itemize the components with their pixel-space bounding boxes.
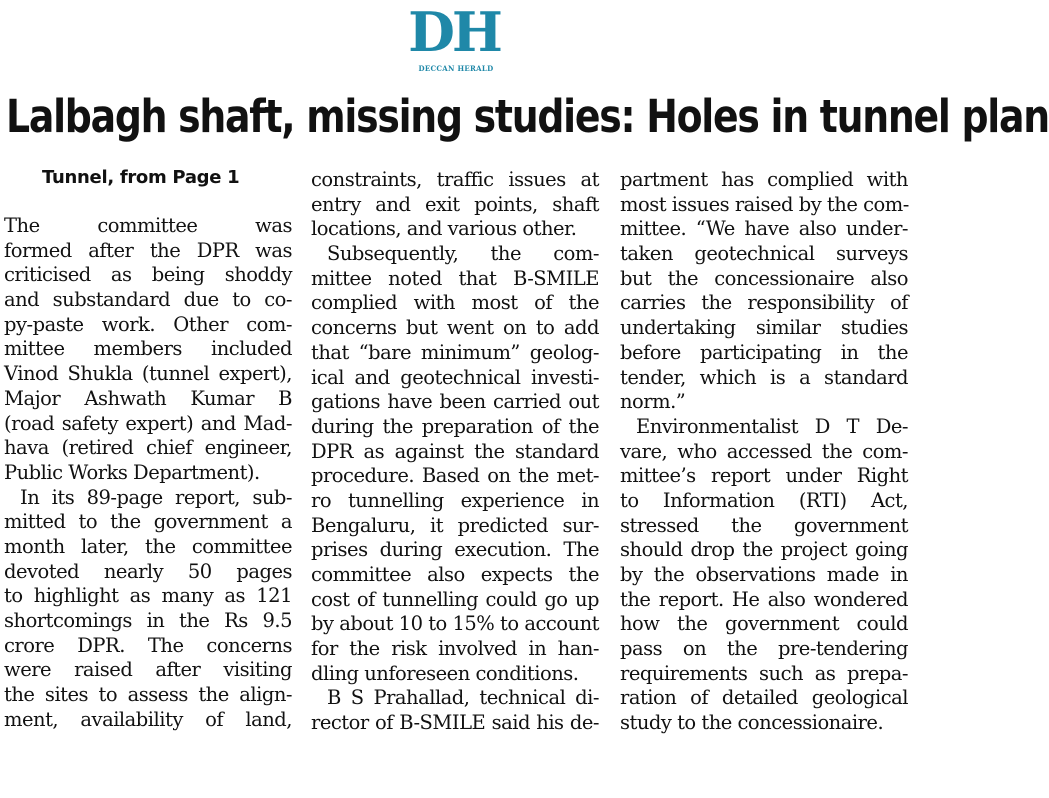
text-line: dling unforeseen conditions. (311, 661, 579, 685)
text-line: criticised as being shoddy (4, 263, 292, 287)
text-line: mittee members included (4, 337, 292, 361)
text-line: Public Works Department). (4, 460, 260, 484)
text-line: were raised after visiting (4, 658, 292, 682)
text-line: tender, which is a standard (620, 365, 908, 389)
text-line: the report. He also wondered (620, 587, 908, 611)
text-line: that “bare minimum” geolog- (311, 340, 599, 364)
text-line: to highlight as many as 121 (4, 584, 292, 608)
article-column-3 (620, 168, 908, 736)
text-line: crore DPR. The concerns (4, 633, 292, 657)
text-line: mittee’s report under Right (620, 464, 908, 488)
text-line: pass on the pre-tendering (620, 637, 908, 661)
text-line: Major Ashwath Kumar B (4, 386, 292, 410)
text-line: concerns but went on to add (311, 316, 599, 340)
text-line: ro tunnelling experience in (311, 488, 599, 512)
text-line: ical and geotechnical investi- (311, 365, 599, 389)
text-line: Subsequently, the com- (327, 242, 599, 266)
text-line: requirements such as prepa- (620, 661, 908, 685)
text-line: Bengaluru, it predicted sur- (311, 513, 599, 537)
text-line: formed after the DPR was (4, 238, 292, 262)
text-line: to Information (RTI) Act, (620, 488, 908, 512)
text-line: for the risk involved in han- (311, 637, 599, 661)
article-column-2 (311, 168, 599, 736)
text-line: month later, the committee (4, 534, 292, 558)
text-line: by the observations made in (620, 563, 908, 586)
text-line: hava (retired chief engineer, (4, 436, 292, 460)
text-line: vare, who accessed the com- (620, 439, 908, 463)
text-line: rector of B-SMILE said his de- (311, 711, 599, 735)
text-line: DPR as against the standard (311, 439, 599, 463)
text-line: by about 10 to 15% to account (311, 612, 599, 636)
text-line: (road safety expert) and Mad- (4, 411, 292, 435)
text-line: but the concessionaire also (620, 266, 908, 290)
jump-label: Tunnel, from Page 1 (42, 167, 240, 188)
text-line: constraints, traffic issues at (311, 168, 599, 191)
text-line: The committee was (4, 214, 292, 237)
text-line: study to the concessionaire. (620, 711, 884, 735)
text-line: devoted nearly 50 pages (4, 559, 292, 583)
text-line: procedure. Based on the met- (311, 464, 599, 488)
text-line: cost of tunnelling could go up (311, 587, 599, 611)
article-column-1 (4, 166, 292, 732)
dh-logo: DH (408, 0, 500, 64)
text-line: Vinod Shukla (tunnel expert), (4, 362, 292, 386)
text-line: most issues raised by the com- (620, 192, 909, 216)
text-line: gations have been carried out (311, 390, 599, 414)
article-headline: Lalbagh shaft, missing studies: Holes in tunnel plan (6, 90, 1049, 143)
masthead (0, 0, 912, 80)
text-line: B S Prahallad, technical di- (327, 686, 599, 710)
text-line: entry and exit points, shaft (311, 192, 599, 216)
deccan-herald-wordmark: DECCAN HERALD (418, 64, 494, 73)
text-line: before participating in the (620, 340, 908, 364)
text-line: shortcomings in the Rs 9.5 (4, 609, 292, 632)
text-line: committee also expects the (311, 563, 599, 586)
text-line: locations, and various other. (311, 217, 577, 241)
text-line: carries the responsibility of (620, 291, 908, 315)
text-line: taken geotechnical surveys (620, 242, 908, 266)
text-line: stressed the government (620, 513, 908, 537)
text-line: mittee noted that B-SMILE (311, 266, 599, 290)
text-line: undertaking similar studies (620, 316, 908, 340)
text-line: partment has complied with (620, 168, 908, 191)
text-line: py-paste work. Other com- (4, 312, 292, 336)
text-line: In its 89-page report, sub- (20, 485, 292, 509)
text-line: mittee. “We have also under- (620, 217, 908, 241)
text-line: how the government could (620, 612, 908, 636)
text-line: should drop the project going (620, 538, 908, 562)
text-line: prises during execution. The (311, 538, 599, 562)
text-line: norm.” (620, 390, 686, 414)
text-line: ment, availability of land, (4, 707, 292, 731)
text-line: during the preparation of the (311, 414, 599, 438)
text-line: the sites to assess the align- (4, 683, 292, 707)
text-line: and substandard due to co- (4, 288, 292, 312)
text-line: Environmentalist D T De- (636, 414, 908, 438)
text-line: ration of detailed geological (620, 686, 908, 710)
text-line: mitted to the government a (4, 510, 292, 534)
text-line: complied with most of the (311, 291, 599, 315)
